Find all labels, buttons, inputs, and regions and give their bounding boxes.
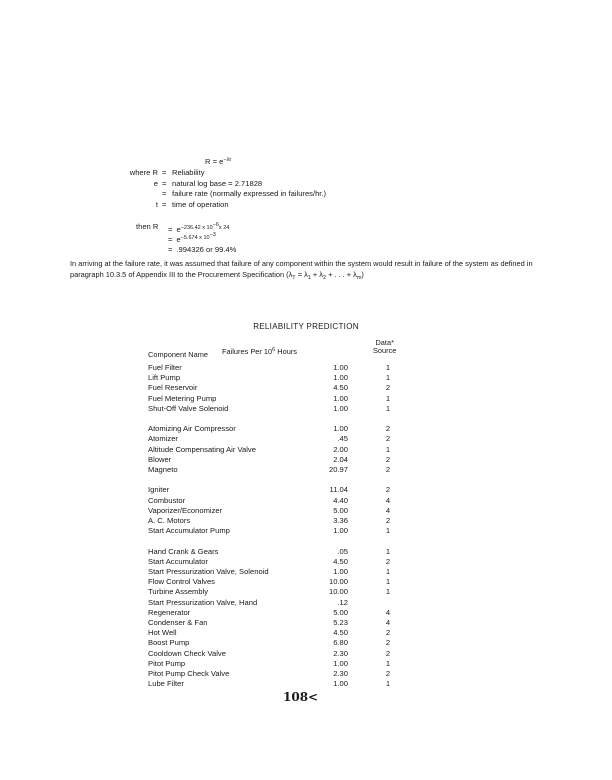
data-source: 1 xyxy=(385,658,391,668)
definition-symbol: e xyxy=(153,178,158,188)
sub: m xyxy=(356,275,362,282)
failure-rate: 1.00 xyxy=(333,373,348,383)
table-row xyxy=(148,526,448,536)
data-source: 2 xyxy=(385,556,391,566)
failure-rate: 1.00 xyxy=(333,424,348,434)
component-name: Lift Pump xyxy=(148,373,181,383)
formula-base: R = e xyxy=(205,157,224,166)
table-row xyxy=(148,383,448,393)
table-title: RELIABILITY PREDICTION xyxy=(253,322,359,331)
data-source: 1 xyxy=(385,403,391,413)
reliability-table xyxy=(148,363,448,689)
failure-rate: .05 xyxy=(337,546,348,556)
table-row xyxy=(148,373,448,383)
data-source: 1 xyxy=(385,679,391,689)
table-row xyxy=(148,598,448,608)
group-spacer xyxy=(148,414,448,424)
table-row xyxy=(148,638,448,648)
failure-rate: 1.00 xyxy=(333,363,348,372)
failure-rate: 3.36 xyxy=(333,516,348,526)
exp: −5.674 x 10 xyxy=(180,235,210,241)
component-name: Hand Crank & Gears xyxy=(148,546,219,556)
component-name: Turbine Assembly xyxy=(148,587,209,597)
table-row xyxy=(148,424,448,434)
calc-eq: = xyxy=(168,225,173,234)
failure-rate: 2.30 xyxy=(333,648,348,658)
data-source: 2 xyxy=(385,516,391,526)
failure-rate: 1.00 xyxy=(333,567,348,577)
data-source: 2 xyxy=(385,485,391,495)
definition-symbol: t xyxy=(155,199,158,209)
header-rate-tail: Hours xyxy=(275,347,297,356)
component-name: Flow Control Valves xyxy=(148,577,215,587)
failure-rate: .12 xyxy=(337,597,348,607)
failure-rate: 1.00 xyxy=(333,658,348,668)
data-source: 4 xyxy=(385,505,391,515)
failure-rate: 1.00 xyxy=(333,403,348,413)
data-source: 2 xyxy=(385,628,391,638)
page-number: 108< xyxy=(283,690,319,704)
component-name: Fuel Metering Pump xyxy=(148,393,217,403)
component-name: Condenser & Fan xyxy=(148,618,208,628)
table-row xyxy=(148,404,448,414)
equals: = xyxy=(162,199,167,209)
table-row xyxy=(148,567,448,577)
table-row xyxy=(148,659,448,669)
data-source: 4 xyxy=(385,495,391,505)
table-row xyxy=(148,394,448,404)
component-name: Vaporizer/Economizer xyxy=(148,505,223,515)
calc-base: e xyxy=(176,235,181,244)
table-row xyxy=(148,669,448,679)
failure-rate: 1.00 xyxy=(333,393,348,403)
header-component-name: Component Name xyxy=(148,350,208,359)
table-row xyxy=(148,587,448,597)
calc-base: e xyxy=(176,225,181,234)
calc-eq: = xyxy=(168,235,173,244)
data-source: 4 xyxy=(385,607,391,617)
calc-eq: = xyxy=(168,245,173,254)
component-name: Atomizing Air Compressor xyxy=(148,424,236,434)
component-name: Fuel Reservoir xyxy=(148,383,198,393)
component-name: Shut-Off Valve Solenoid xyxy=(148,403,229,413)
sub: 2 xyxy=(322,275,327,282)
header-source-2: Source xyxy=(373,346,397,355)
para-part: + λ xyxy=(310,270,323,280)
data-source: 1 xyxy=(385,373,391,383)
data-source: 4 xyxy=(385,618,391,628)
component-name: Altitude Compensating Air Valve xyxy=(148,444,256,454)
table-row xyxy=(148,547,448,557)
data-source: 2 xyxy=(385,648,391,658)
exp2: −3 xyxy=(209,232,216,238)
group-spacer xyxy=(148,475,448,485)
table-row xyxy=(148,649,448,659)
data-source: 2 xyxy=(385,383,391,393)
reliability-formula xyxy=(205,157,231,166)
definition-line xyxy=(120,168,205,177)
equals: = xyxy=(162,168,167,177)
formula-exponent: −λt xyxy=(223,157,231,163)
header-data-source xyxy=(373,339,396,355)
data-source: 1 xyxy=(385,444,391,454)
table-row xyxy=(148,516,448,526)
component-name: Fuel Filter xyxy=(148,363,182,372)
data-source: 2 xyxy=(385,454,391,464)
data-source: 2 xyxy=(385,464,391,474)
failure-rate: 10.00 xyxy=(328,577,348,587)
failure-rate: .45 xyxy=(337,434,348,444)
para-text: In arriving at the failure rate, it was assumed that failure of any component within the system would result in failure of the system as defined in paragraph 10.3.5 of Appendix III to the Procurement Specification (λ xyxy=(70,259,533,280)
calculation-line xyxy=(168,242,236,254)
component-name: Combustor xyxy=(148,495,186,505)
data-source: 2 xyxy=(385,424,391,434)
sub: T xyxy=(292,275,296,282)
definition-text: natural log base = 2.71828 xyxy=(172,178,263,188)
data-source: 2 xyxy=(385,434,391,444)
failure-rate: 2.04 xyxy=(333,454,348,464)
component-name: Boost Pump xyxy=(148,638,190,648)
failure-rate: 1.00 xyxy=(333,679,348,689)
failure-rate: 11.04 xyxy=(329,485,348,495)
table-row xyxy=(148,363,448,373)
calc-exponent xyxy=(180,232,216,241)
table-row xyxy=(148,557,448,567)
failure-rate: 4.50 xyxy=(333,383,348,393)
component-name: Atomizer xyxy=(148,434,178,444)
table-row xyxy=(148,434,448,444)
component-name: Regenerator xyxy=(148,607,191,617)
failure-rate: 6.80 xyxy=(333,638,348,648)
table-row xyxy=(148,628,448,638)
data-source: 1 xyxy=(385,363,391,372)
equals: = xyxy=(162,189,167,198)
component-name: Lube Filter xyxy=(148,679,184,689)
definition-line xyxy=(120,200,229,209)
failure-rate: 2.30 xyxy=(333,668,348,678)
failure-rate: 4.40 xyxy=(333,495,348,505)
assumption-paragraph xyxy=(70,258,540,285)
data-source: 1 xyxy=(385,567,391,577)
equals: = xyxy=(162,178,167,188)
data-source: 2 xyxy=(385,638,391,648)
definition-text: failure rate (normally expressed in failures/hr.) xyxy=(172,189,327,198)
definition-line xyxy=(120,179,262,188)
data-source: 2 xyxy=(385,668,391,678)
component-name: Start Pressurization Valve, Hand xyxy=(148,597,258,607)
header-failure-rate xyxy=(222,347,297,356)
component-name: Pitot Pump Check Valve xyxy=(148,668,230,678)
component-name: Blower xyxy=(148,454,172,464)
calc-exponent xyxy=(180,222,230,231)
then-label: then R xyxy=(136,222,159,231)
header-source-1: Data* xyxy=(375,338,394,347)
table-row xyxy=(148,577,448,587)
definition-line xyxy=(120,189,326,198)
definition-symbol: where R xyxy=(129,168,158,177)
definition-text: time of operation xyxy=(172,199,229,209)
data-source: 1 xyxy=(385,393,391,403)
exp: −236.42 x 10 xyxy=(180,225,213,231)
table-row xyxy=(148,465,448,475)
table-row xyxy=(148,485,448,495)
table-row xyxy=(148,496,448,506)
failure-rate: 1.00 xyxy=(333,526,348,536)
definition-text: Reliability xyxy=(172,168,205,177)
para-part: ) xyxy=(361,270,364,280)
sub: 1 xyxy=(307,275,311,282)
component-name: Cooldown Check Valve xyxy=(148,648,226,658)
table-row xyxy=(148,618,448,628)
data-source: 1 xyxy=(385,546,391,556)
table-row xyxy=(148,445,448,455)
failure-rate: 2.00 xyxy=(333,444,348,454)
component-name: Pitot Pump xyxy=(148,658,186,668)
exp2: −6 xyxy=(212,222,219,228)
data-source: 1 xyxy=(385,526,391,536)
group-spacer xyxy=(148,536,448,546)
component-name: A. C. Motors xyxy=(148,516,191,526)
table-row xyxy=(148,455,448,465)
calc-base: .994326 or 99.4% xyxy=(176,245,237,254)
component-name: Start Accumulator Pump xyxy=(148,526,230,536)
component-name: Igniter xyxy=(148,485,170,495)
para-part: = λ xyxy=(295,270,308,280)
table-row xyxy=(148,608,448,618)
failure-rate: 5.00 xyxy=(333,607,348,617)
component-name: Start Accumulator xyxy=(148,556,208,566)
para-part: + . . . + λ xyxy=(326,270,357,280)
tail: x 24 xyxy=(218,225,230,231)
header-rate-text: Failures Per 10 xyxy=(222,347,273,356)
failure-rate: 5.00 xyxy=(333,505,348,515)
failure-rate: 4.50 xyxy=(333,628,348,638)
failure-rate: 5.23 xyxy=(333,618,348,628)
failure-rate: 20.97 xyxy=(328,464,348,474)
component-name: Hot Well xyxy=(148,628,177,638)
failure-rate: 10.00 xyxy=(328,587,348,597)
data-source: 1 xyxy=(385,587,391,597)
failure-rate: 4.50 xyxy=(333,556,348,566)
table-row xyxy=(148,506,448,516)
header-rate-exp: 6 xyxy=(272,347,276,353)
table-row xyxy=(148,679,448,689)
component-name: Start Pressurization Valve, Solenoid xyxy=(148,567,269,577)
component-name: Magneto xyxy=(148,464,178,474)
data-source: 1 xyxy=(385,577,391,587)
